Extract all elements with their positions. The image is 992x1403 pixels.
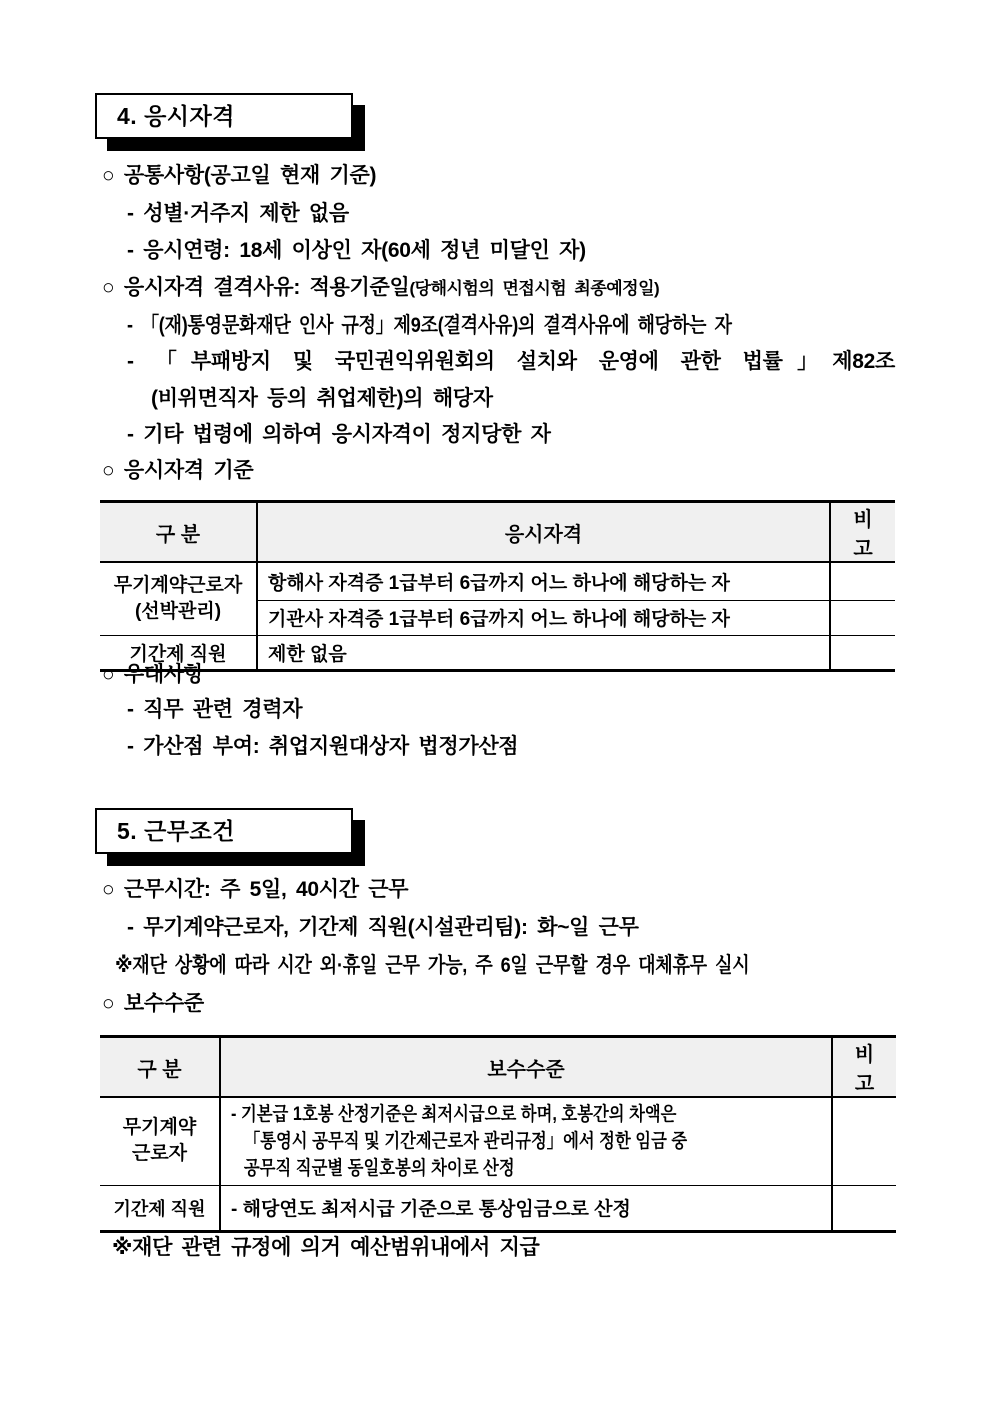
line-work-days: - 무기계약근로자, 기간제 직원(시설관리팀): 화~일 근무 (127, 916, 639, 939)
section4-title: 4. 응시자격 (117, 103, 235, 129)
cell-remark (830, 562, 895, 600)
line-pay-head: ○ 보수수준 (102, 992, 204, 1015)
pay-table-header-row (100, 1037, 896, 1098)
category-line2: (선박관리) (134, 600, 222, 622)
cell-category-fixed-term: 기간제 직원 (100, 1185, 220, 1231)
cell-qualification-engineer: 기관사 자격증 1급부터 6급까지 어느 하나에 해당하는 자 (257, 600, 830, 635)
section4-heading-box (95, 93, 353, 139)
cell-pay-fixed-term: - 해당연도 최저시급 기준으로 통상임금으로 산정 (220, 1185, 832, 1231)
pay-permanent-lines (231, 1101, 738, 1182)
table-row (100, 1185, 896, 1231)
line-disqualification-1: - 「(재)통영문화재단 인사 규정」제9조(결격사유)의 결격사유에 해당하는 자 (127, 314, 732, 337)
header-remark: 비 고 (830, 502, 895, 563)
pay-line-2: 「통영시 공무직 및 기간제근로자 관리규정」에서 정한 임금 중 (243, 1130, 688, 1152)
table-row (100, 562, 895, 600)
line-age-requirement: - 응시연령: 18세 이상인 자(60세 정년 미달인 자) (127, 239, 586, 262)
cell-remark (832, 1097, 896, 1185)
cell-remark (832, 1185, 896, 1231)
line-disqualification-2: - 「부패방지 및 국민권익위원회의 설치와 운영에 관한 법률」제82조 (127, 350, 895, 373)
pay-line-3: 공무직 직군별 동일호봉의 차이로 산정 (243, 1157, 515, 1179)
category-line2: 근로자 (131, 1143, 188, 1165)
line-common-items: ○ 공통사항(공고일 현재 기준) (102, 164, 377, 187)
line-disqualification-3: - 기타 법령에 의하여 응시자격이 정지당한 자 (127, 423, 551, 446)
disqualification-head-note: (당해시험의 면접시험 최종예정일) (409, 279, 660, 298)
cell-category-permanent (100, 1097, 220, 1185)
section5-heading-box (95, 808, 353, 854)
header-qualification: 응시자격 (257, 502, 830, 563)
line-budget-footnote: ※재단 관련 규정에 의거 예산범위내에서 지급 (112, 1236, 540, 1259)
cell-remark (830, 600, 895, 635)
header-category: 구 분 (100, 502, 257, 563)
cell-qualification-navigator: 항해사 자격증 1급부터 6급까지 어느 하나에 해당하는 자 (257, 562, 830, 600)
line-preference-bonus-points: - 가산점 부여: 취업지원대상자 법정가산점 (127, 735, 519, 758)
cell-category-permanent (100, 562, 257, 635)
line-work-hours: ○ 근무시간: 주 5일, 40시간 근무 (102, 878, 409, 901)
line-preference-head: ○ 우대사항 (102, 663, 204, 686)
table-row (100, 1097, 896, 1185)
cell-category-fixed-term: 기간제 직원 (100, 635, 257, 670)
header-remark: 비 고 (832, 1037, 896, 1098)
line-disqualification-2b: (비위면직자 등의 취업제한)의 해당자 (151, 387, 493, 410)
category-line1: 무기계약근로자 (113, 574, 243, 596)
qualification-table-header-row (100, 502, 895, 563)
line-criteria-head: ○ 응시자격 기준 (102, 459, 254, 482)
table-row (100, 635, 895, 670)
header-category: 구 분 (100, 1037, 220, 1098)
qualification-table (100, 500, 895, 672)
section5-title: 5. 근무조건 (117, 818, 235, 844)
line-gender-residence: - 성별·거주지 제한 없음 (127, 202, 349, 225)
line-disqualification-head (102, 273, 659, 304)
disqualification-head-text: ○ 응시자격 결격사유: 적용기준일 (102, 276, 410, 299)
line-preference-experience: - 직무 관련 경력자 (127, 698, 303, 721)
header-pay-level: 보수수준 (220, 1037, 832, 1098)
cell-remark (830, 635, 895, 670)
cell-pay-permanent (220, 1097, 832, 1185)
pay-line-1: - 기본급 1호봉 산정기준은 최저시급으로 하며, 호봉간의 차액은 (231, 1103, 677, 1125)
pay-table (100, 1035, 896, 1233)
line-work-note: ※재단 상황에 따라 시간 외·휴일 근무 가능, 주 6일 근무할 경우 대체휴무 실시 (115, 954, 750, 977)
cell-qualification-fixed-term: 제한 없음 (257, 635, 830, 670)
category-line1: 무기계약 (122, 1117, 197, 1139)
